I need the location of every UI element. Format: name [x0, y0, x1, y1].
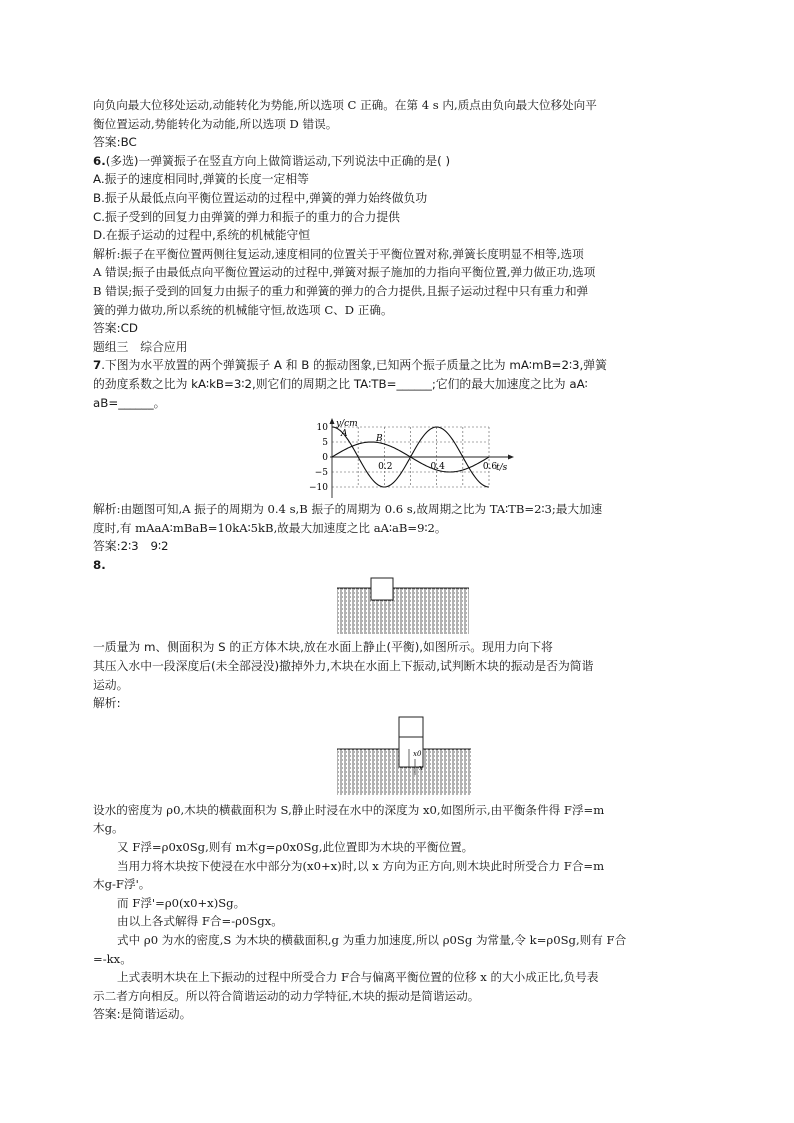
- q6-analysis-line: A 错误;振子由最低点向平衡位置运动的过程中,弹簧对振子施加的力指向平衡位置,弹力做正功,选项: [93, 265, 596, 280]
- wood-block: [371, 578, 393, 600]
- q8-stem-line: 其压入水中一段深度后(未全部浸没)撤掉外力,木块在水面上下振动,试判断木块的振动是否为简谐: [93, 659, 594, 674]
- q8-analysis-line: 上式表明木块在上下振动的过程中所受合力 F合与偏离平衡位置的位移 x 的大小成正比,负号表: [117, 970, 599, 985]
- q8-analysis-line: 木g-F浮'。: [93, 877, 151, 892]
- q6-option-a: A.振子的速度相同时,弹簧的长度一定相等: [93, 172, 309, 187]
- q6-analysis-line: 簧的弹力做功,所以系统的机械能守恒,故选项 C、D 正确。: [93, 302, 393, 317]
- answer-label: 答案: [93, 321, 117, 336]
- q7-stem: 7.下图为水平放置的两个弹簧振子 A 和 B 的振动图象,已知两个振子质量之比为 mA∶mB=2∶3,弹簧: [93, 358, 607, 373]
- y-tick-label: −5: [314, 468, 328, 479]
- figure-block-floating: [93, 576, 703, 636]
- q6-option-b: B.振子从最低点向平衡位置运动的过程中,弹簧的弹力始终做负功: [93, 190, 428, 205]
- series-label-B: B: [376, 434, 383, 445]
- question-number: 7: [93, 358, 102, 373]
- q6-analysis: 解析:振子在平衡位置两侧往复运动,速度相同的位置关于平衡位置对称,弹簧长度明显不相等,选项: [93, 246, 584, 261]
- q8-analysis-line: =-kx。: [93, 951, 132, 966]
- question-number: 6: [93, 153, 102, 168]
- x-axis-arrow: [508, 455, 514, 460]
- y-tick-label: 0: [322, 453, 328, 464]
- answer-value: BC: [120, 135, 137, 150]
- vibration-chart: [93, 414, 703, 498]
- group-title: 题组三 综合应用: [93, 339, 188, 354]
- water-region: [337, 588, 469, 634]
- answer-value: 是简谐运动。: [120, 1007, 192, 1022]
- q8-number: 8.: [93, 557, 106, 572]
- q8-answer: 答案:是简谐运动。: [93, 1007, 192, 1022]
- wood-block-upper: [399, 717, 423, 737]
- analysis-label: 解析: [93, 246, 117, 261]
- question-text: (多选)一弹簧振子在竖直方向上做简谐运动,下列说法中正确的是( ): [105, 153, 451, 168]
- answer-label: 答案: [93, 1007, 117, 1022]
- q8-analysis-line: 示二者方向相反。所以符合简谐运动的动力学特征,木块的振动是简谐运动。: [93, 988, 480, 1003]
- chart-ticks: [309, 423, 497, 493]
- q7-stem-line: aB=______。: [93, 395, 166, 410]
- answer-value: CD: [120, 321, 138, 336]
- q6-stem: 6.(多选)一弹簧振子在竖直方向上做简谐运动,下列说法中正确的是( ): [93, 153, 451, 168]
- q8-analysis-line: 当用力将木块按下使浸在水中部分为(x0+x)时,以 x 方向为正方向,则木块此时所受合力 F合=m: [117, 858, 605, 873]
- continuation-line: 衡位置运动,势能转化为动能,所以选项 D 错误。: [93, 116, 338, 131]
- analysis-label: 解析: [93, 502, 117, 517]
- q7-analysis: 解析:由题图可知,A 振子的周期为 0.4 s,B 振子的周期为 0.6 s,故周期之比为 TA∶TB=2∶3;最大加速: [93, 502, 603, 517]
- label-x0: x0: [413, 749, 422, 758]
- answer-label: 答案: [93, 539, 117, 554]
- q8-analysis-line: 式中 ρ0 为水的密度,S 为木块的横截面积,g 为重力加速度,所以 ρ0Sg 为常量,令 k=ρ0Sg,则有 F合: [117, 933, 627, 947]
- x-tick-label: 0.6: [482, 462, 498, 473]
- x-tick-label: 0.2: [378, 462, 393, 473]
- q7-stem-line: 的劲度系数之比为 kA∶kB=3∶2,则它们的周期之比 TA∶TB=______;它们的最大加速度之比为 aA∶: [93, 376, 588, 391]
- q8-stem-line: 运动。: [93, 677, 129, 692]
- q8-analysis-line: 又 F浮=ρ0x0Sg,则有 m木g=ρ0x0Sg,此位置即为木块的平衡位置。: [117, 840, 474, 855]
- answer-label: 答案: [93, 135, 117, 150]
- figure-block-submerged: [93, 715, 703, 799]
- x-axis-label: t/s: [496, 463, 508, 474]
- y-tick-label: 10: [316, 423, 328, 434]
- y-tick-label: 5: [322, 438, 328, 449]
- x-tick-label: 0.4: [430, 462, 445, 473]
- q6-answer: 答案:CD: [93, 321, 138, 336]
- q8-analysis-line: 设水的密度为 ρ0,木块的横截面积为 S,静止时浸在水中的深度为 x0,如图所示,由平衡条件得 F浮=m: [93, 802, 605, 817]
- q8-analysis-label: 解析:: [93, 696, 121, 711]
- q6-option-d: D.在振子运动的过程中,系统的机械能守恒: [93, 228, 311, 243]
- series-label-A: A: [341, 429, 348, 440]
- q8-stem-line: 一质量为 m、侧面积为 S 的正方体木块,放在水面上静止(平衡),如图所示。现用力向下将: [93, 640, 553, 655]
- y-tick-label: −10: [309, 483, 328, 494]
- y-axis-arrow: [330, 418, 335, 424]
- q8-analysis-line: 由以上各式解得 F合=-ρ0Sgx。: [117, 914, 283, 929]
- q6-option-c: C.振子受到的回复力由弹簧的弹力和振子的重力的合力提供: [93, 209, 400, 224]
- q7-analysis-line: 度时,有 mAaA∶mBaB=10kA∶5kB,故最大加速度之比 aA∶aB=9∶2。: [93, 520, 447, 535]
- document-page: [93, 96, 703, 1024]
- q8-analysis-line: 木g。: [93, 821, 124, 836]
- q5-answer: 答案:BC: [93, 135, 137, 150]
- q7-answer: 答案:2∶3 9∶2: [93, 539, 169, 554]
- answer-value: 2∶3 9∶2: [120, 539, 169, 554]
- label-x: x: [419, 763, 423, 772]
- y-axis-label: y/cm: [336, 419, 358, 430]
- q8-analysis-line: 而 F浮'=ρ0(x0+x)Sg。: [117, 895, 246, 910]
- q6-analysis-line: B 错误;振子受到的回复力由振子的重力和弹簧的弹力的合力提供,且振子运动过程中只有重力和弹: [93, 283, 589, 298]
- continuation-line: 向负向最大位移处运动,动能转化为势能,所以选项 C 正确。在第 4 s 内,质点由负向最大位移处向平: [93, 98, 597, 112]
